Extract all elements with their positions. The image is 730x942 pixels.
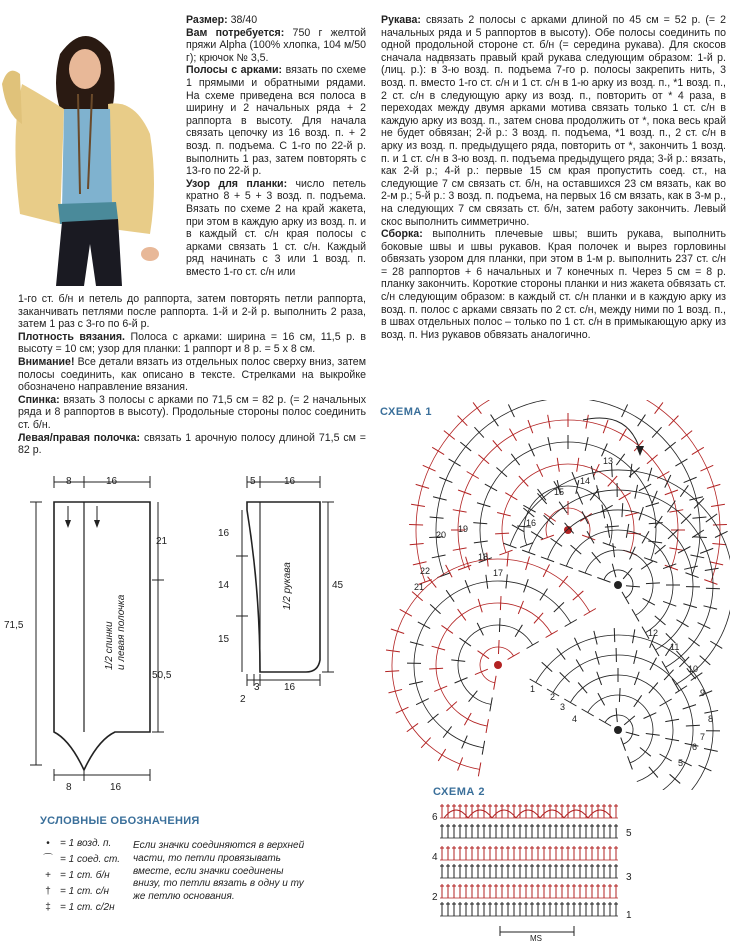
stitch-mark [699, 765, 712, 771]
stitch-mark [655, 616, 666, 625]
pattern-sleeve [210, 470, 370, 710]
chain-icon: • [46, 838, 50, 849]
schema2-title: СХЕМА 2 [433, 786, 485, 798]
row-number: 21 [414, 582, 425, 592]
row-number: 2 [550, 692, 556, 702]
stitch-mark [712, 543, 726, 544]
front-label: Левая/правая полочка: [18, 431, 141, 444]
fan-center [614, 581, 622, 589]
stitch-mark [505, 493, 517, 500]
stitch-mark [670, 774, 681, 783]
model-photo-illustration [0, 14, 178, 286]
row-number-right: 1 [626, 910, 632, 921]
stitch-mark [652, 491, 657, 504]
stitch-mark [485, 484, 497, 491]
stitch-mark [642, 531, 649, 543]
stitch-mark [571, 545, 582, 554]
stitch-mark [528, 420, 533, 433]
stitch-mark [622, 503, 623, 517]
stitch-mark [644, 713, 657, 719]
row-number: 11 [670, 642, 680, 652]
stitch-mark [391, 629, 404, 633]
stitch-mark [665, 490, 678, 495]
stitch-mark [423, 465, 436, 471]
row-number: 8 [708, 714, 714, 724]
stitch-mark [477, 623, 483, 636]
schema1-diagram [378, 400, 730, 790]
row-number: 19 [458, 524, 469, 534]
stitch-arc [414, 581, 571, 748]
stitch-mark [537, 464, 543, 477]
pattern-back-front [0, 470, 200, 800]
slip-stitch-icon: ⌒ [43, 854, 53, 865]
stitch-mark [700, 465, 713, 471]
p2-left-2: 14 [218, 580, 230, 591]
stitch-mark [458, 757, 463, 770]
legend-item: ‡ = 1 ст. с/2н [40, 900, 120, 916]
need-label: Вам потребуется: [186, 26, 285, 39]
stitch-mark [511, 454, 519, 465]
stitch-mark [593, 464, 599, 477]
stitch-mark [692, 517, 706, 518]
stitch-mark [605, 526, 619, 527]
stitch-mark [680, 485, 688, 496]
row-number: 1 [530, 684, 536, 694]
stitch-mark [524, 579, 529, 592]
row-number-right: 3 [626, 872, 632, 883]
stitch-mark [559, 502, 567, 513]
stitch-mark [508, 653, 520, 660]
p1-label-1: 1/2 спинки [104, 621, 115, 670]
stitch-mark [430, 517, 444, 518]
row-number-right: 5 [626, 828, 632, 839]
stitch-mark [459, 638, 470, 646]
stitch-mark [428, 577, 437, 588]
stitch-mark [626, 586, 640, 587]
row-number: 17 [493, 568, 504, 578]
row-number: 4 [572, 714, 578, 724]
stitch-mark [396, 707, 409, 713]
stitch-mark [598, 693, 605, 705]
p1-top-right: 16 [106, 476, 118, 487]
stitch-mark [603, 420, 608, 433]
row-number: 5 [678, 758, 684, 768]
stitch-mark [564, 699, 576, 706]
stitch-mark [599, 719, 611, 726]
stitch-mark [418, 622, 430, 629]
back-label: Спинка: [18, 393, 60, 406]
band-label: Узор для планки: [186, 177, 288, 190]
stitch-mark [449, 459, 461, 466]
assembly-label: Сборка: [381, 228, 423, 241]
attention-text: Все детали вязать из отдельных полос сверху вниз, затем полосы соединить, как описано в тексте. Стрелками на выкройке обозначено направление вязания. [18, 355, 366, 394]
stitch-mark [446, 565, 452, 577]
stitch-mark [557, 648, 565, 659]
need-value: 750 г желтой пряжи Alpha (100% хлопка, 104 м/50 г); крючок № 3,5. [186, 26, 367, 64]
stitch-mark [491, 415, 499, 427]
stitch-mark [692, 447, 704, 454]
p1-left-total: 71,5 [4, 620, 24, 631]
stitch-mark [652, 427, 661, 437]
stitch-mark [540, 589, 548, 601]
stitch-mark [622, 404, 628, 417]
treble-crochet-icon: ‡ [45, 902, 51, 913]
p2-right: 45 [332, 580, 344, 591]
stitch-mark [667, 501, 675, 513]
stitch-mark [455, 678, 468, 683]
stitch-mark [551, 538, 563, 546]
stitch-mark [643, 598, 655, 605]
double-crochet-icon: † [45, 886, 51, 897]
stripes-label: Полосы с арками: [186, 64, 283, 77]
p2-left-1: 16 [218, 528, 230, 539]
stitch-mark [572, 472, 577, 485]
stitch-mark [443, 726, 451, 737]
single-crochet-icon: + [45, 870, 51, 881]
schema1-title: СХЕМА 1 [380, 406, 432, 418]
stitch-mark [614, 628, 615, 642]
stitch-mark [634, 695, 642, 707]
stitch-mark [438, 749, 445, 761]
p2-bottom-mid: 2 [240, 694, 246, 705]
stripes-text: вязать по схеме 1 прямыми и обратными рядами. На схеме приведена вся полоса в ширину и 2 начальных ряда + 2 раппорта в высоту. Для начала связать цепочку из 16 возд. п. + 2 возд. п. подъема. С 1-го по 22-й р. выполнить 1 раз, затем повторять с 13-го по 22-й р. [186, 64, 366, 178]
stitch-mark [510, 429, 517, 441]
stitch-mark [506, 574, 507, 588]
model-photo [0, 14, 178, 286]
stitch-mark [430, 604, 440, 613]
stitch-mark [458, 490, 471, 495]
p1-right-bottom: 50,5 [152, 670, 172, 681]
p2-bottom-left: 3 [254, 682, 260, 693]
stitch-mark [602, 444, 608, 457]
stitch-mark [652, 644, 659, 656]
stitch-mark [663, 601, 676, 606]
stitch-mark [584, 609, 596, 616]
stitch-mark [464, 713, 471, 725]
stitch-mark [407, 723, 418, 731]
stitch-mark [644, 558, 657, 563]
stitch-mark [574, 638, 580, 651]
stitch-mark [465, 580, 470, 593]
stitch-mark [688, 638, 699, 646]
stitch-mark [439, 477, 452, 482]
stitch-mark [474, 427, 483, 437]
density-label: Плотность вязания. [18, 330, 125, 343]
p2-label: 1/2 рукава [282, 562, 293, 610]
stitch-mark [620, 429, 627, 441]
stitch-mark [576, 659, 583, 671]
p2-top-right: 16 [284, 476, 296, 487]
stitch-mark [619, 493, 631, 500]
stitch-mark [467, 472, 479, 479]
stitch-mark [649, 683, 658, 694]
stitch-mark [616, 454, 624, 465]
stitch-mark [655, 402, 663, 413]
sleeves-text: связать 2 полосы с арками длиной по 45 см = 52 р. (= 2 начальных ряда и 5 раппортов в высоту). Обе полосы соединить по одной продольной стороне ст. б/н (= середина рукава). Для скосов сначала надвязать правый край рукава следующим образом: 1-й р. (лиц. р.): в 3-ю возд. п. подъема 7-го р. полосы закрепить нить, 3 возд. п. вместо 1-го ст. с/н и 1 ст. с/н в 1-ю арку из возд. п., *1 возд. п., 2 ст. с/н в следующую арку из возд. п., повторить от * 4 раза, в переходах между двумя арками мотива связать только 1 ст. с/н в каждую арку из возд. п., затем снова продолжить от *, пока весь край не будет обвязан; 2-й р.: 3 возд. п. подъема, *1 возд. п., 2 ст. с/н в арку из возд. п. предыдущего ряда, повторить от *, закончить 1 возд. п. и 1 ст. с/н в 3-ю возд. п. подъема предыдущего ряда; 3-й р.: вязать, как 2-й р.; 4-й р.: первые 15 см края пропустить соед. ст., на следующие 7 см связать ст. б/н, на оставшихся 23 см вязать, как во 2-м р.; 5-й р.: 3 возд. п. подъема, на первых 16 см вязать, как в 3-м р., на следующих 7 см связать ст. б/н, затем работу закончить. Левый скос выполнить симметрично. [381, 14, 727, 228]
direction-arrow-head [636, 446, 644, 456]
stitch-mark [582, 511, 588, 524]
stitch-mark [597, 672, 602, 685]
stitch-mark [531, 532, 543, 539]
stitch-mark [621, 738, 626, 751]
legend-note: Если значки соединяются в верхней части, то петли провязывать вместе, если значки соединены внизу, то петли вязать в одну и ту же петлю основания. [133, 840, 305, 903]
legend-list [40, 836, 120, 916]
legend-item: • = 1 возд. п. [40, 836, 120, 852]
stitch-mark [578, 683, 587, 694]
stitch-mark [534, 613, 543, 624]
stitch-mark [700, 548, 713, 553]
stitch-mark [462, 736, 468, 749]
schema2-diagram [430, 800, 700, 942]
stitch-mark [684, 477, 697, 482]
stitch-mark [515, 625, 522, 637]
stitch-mark [639, 507, 643, 520]
stitch-mark [603, 543, 616, 548]
stitch-mark [416, 699, 429, 705]
row-number: 10 [688, 664, 699, 674]
stitch-mark [529, 444, 535, 457]
stitch-mark [665, 475, 671, 488]
legend-item: + = 1 ст. б/н [40, 868, 120, 884]
stitch-mark [634, 672, 639, 685]
stitch-mark [641, 561, 653, 569]
p1-top-left: 8 [66, 476, 72, 487]
stitch-mark [543, 564, 549, 576]
row-number-left: 4 [432, 852, 438, 863]
stitch-mark [444, 431, 455, 440]
stitch-mark [706, 514, 717, 522]
size-value: 38/40 [230, 14, 258, 26]
stitch-mark [503, 543, 516, 548]
stitch-mark [493, 440, 502, 451]
p1-label-2: и левая полочка [116, 594, 127, 670]
stitch-mark [655, 545, 666, 554]
stitch-mark [582, 709, 594, 716]
stitch-mark [649, 767, 658, 778]
sleeves-label: Рукава: [381, 14, 421, 26]
stitch-mark [496, 468, 507, 477]
right-text [381, 14, 726, 341]
stitch-mark [432, 447, 444, 454]
stitch-mark [400, 609, 412, 616]
stitch-mark [429, 668, 443, 669]
stitch-mark [508, 404, 514, 417]
fan-center [614, 726, 622, 734]
stitch-mark [700, 656, 711, 665]
stitch-mark [495, 533, 509, 534]
row-number: 12 [648, 628, 659, 638]
row-number: 20 [436, 530, 447, 540]
stitch-mark [500, 596, 501, 610]
stitch-mark [473, 523, 487, 524]
stitch-mark [676, 620, 688, 627]
stitch-mark [441, 625, 452, 633]
stitch-mark [385, 671, 399, 672]
stitch-arc [536, 635, 713, 790]
stitch-mark [410, 543, 424, 544]
row-number: 13 [603, 456, 614, 466]
row-number: 7 [700, 732, 706, 742]
stitch-mark [458, 609, 466, 620]
size-label: Размер: [186, 14, 228, 26]
stitch-mark [663, 564, 676, 569]
stitch-mark [632, 609, 639, 621]
p2-bottom-right: 16 [284, 682, 296, 693]
stitch-arc [529, 490, 713, 667]
stitch-mark [478, 651, 489, 659]
stitch-mark [527, 642, 539, 649]
p1-bottom-right: 16 [110, 782, 122, 793]
stitch-mark [469, 691, 478, 702]
legend-title: УСЛОВНЫЕ ОБОЗНАЧЕНИЯ [40, 815, 200, 827]
stitch-mark [706, 588, 720, 589]
stitch-mark [715, 531, 728, 537]
stitch-mark [473, 402, 481, 413]
stitch-mark [460, 442, 471, 451]
stitch-mark [478, 455, 489, 464]
p1-bottom-left: 8 [66, 782, 72, 793]
stitch-mark [541, 557, 554, 562]
stitch-mark [565, 620, 577, 627]
stitch-mark [660, 754, 672, 761]
band-text-b: 1-го ст. б/н и петель до раппорта, затем повторять петли раппорта, заканчивать петлями после раппорта. 1-й и 2-й р. выполнить 2 раза, затем 1 раз с 3-го по 6-й р. [18, 293, 366, 331]
stitch-mark [704, 580, 717, 585]
stitch-mark [665, 442, 676, 451]
stitch-mark [522, 550, 535, 555]
row-number-left: 6 [432, 812, 438, 823]
row-number-left: 2 [432, 892, 438, 903]
stitch-mark [590, 489, 598, 500]
row-number: 14 [580, 476, 591, 486]
stitch-mark [640, 747, 651, 756]
stitch-mark [592, 552, 601, 563]
stitch-mark [698, 623, 711, 629]
stitch-mark [646, 583, 660, 584]
stitch-mark [628, 756, 633, 769]
stitch-mark [475, 669, 488, 674]
stitch-mark [597, 577, 610, 582]
stitch-mark [710, 641, 722, 648]
row-number: 15 [554, 487, 565, 497]
legend-item: ⌒ = 1 соед. ст. [40, 852, 120, 868]
stitch-mark [650, 658, 657, 670]
stitch-mark [499, 550, 512, 555]
stitch-mark [542, 662, 552, 671]
legend-item: † = 1 ст. с/н [40, 884, 120, 900]
stitch-mark [573, 591, 584, 600]
stitch-mark [428, 714, 439, 723]
left-text [18, 293, 366, 457]
stitch-mark [560, 564, 573, 569]
stitch-mark [499, 618, 500, 632]
row-number: 9 [700, 688, 706, 698]
stitch-mark [681, 431, 692, 440]
stitch-mark [639, 484, 651, 491]
row-number: 3 [560, 702, 566, 712]
row-number: 16 [526, 518, 537, 528]
stitch-mark [577, 492, 583, 505]
stitch-mark [434, 686, 447, 691]
stitch-mark [579, 571, 592, 576]
stitch-mark [675, 459, 687, 466]
stitch-mark [616, 708, 617, 722]
intro-text [186, 14, 366, 278]
repeat-label: МS [530, 934, 542, 942]
stitch-mark [622, 592, 629, 604]
attention-label: Внимание! [18, 355, 75, 368]
stitch-mark [507, 552, 508, 566]
row-number: 18 [478, 552, 489, 562]
stitch-mark [412, 592, 423, 601]
stitch-mark [686, 725, 700, 726]
p2-top-left: 5 [250, 476, 256, 487]
assembly-text: выполнить плечевые швы; вшить рукава, выполнить боковые швы и швы рукавов. Края полочек и вырез горловины обвязать узором для планки, при этом в 1-м р. выполнить 237 ст. с/н = 28 раппортов + 6 начальных и 7 конечных п. Через 5 см = 8 р. планку закончить. Короткие стороны планки и низ жакета обвязать ст. с/н следующим образом: в каждый ст. с/н планки и в каждую арку из возд. п. полос с арками связать по 2 ст. с/н, между ними по 1 возд. п., в швах отдельных полос – только по 1 ст. с/н в примыкающую арку из возд. п. Низ рукавов обвязать аналогично. [381, 228, 726, 341]
row-number: 22 [420, 566, 431, 576]
stitch-mark [619, 688, 620, 702]
stitch-mark [546, 631, 558, 638]
stitch-mark [498, 640, 499, 654]
stitch-mark [446, 590, 454, 602]
density-text: Полоса с арками: ширина = 16 см, 11,5 р. в высоту = 10 см; узор для планки: 1 раппорт и 8 р. = 5 х 8 см. [18, 330, 366, 356]
stitch-arc [436, 603, 552, 726]
stitch-mark [638, 415, 646, 427]
row-number: 6 [692, 742, 698, 752]
p2-left-3: 15 [218, 634, 230, 645]
stitch-mark [692, 530, 704, 538]
front-text: связать 1 арочную полосу длиной 71,5 см = 82 р. [18, 431, 366, 457]
stitch-mark [647, 455, 658, 464]
stitch-mark [559, 576, 568, 587]
stitch-mark [683, 705, 696, 709]
band-text-a: число петель кратно 8 + 5 + 3 возд. п. подъема. Вязать по схеме 2 на край жакета, при этом в каждую арку из возд. п. и в каждый ст. с/н края полосы с арками связать 1 ст. с/н. Каждый ряд начинать с 3 или 1 возд. п. вместо 1-го ст. с/н или [186, 177, 366, 278]
stitch-mark [518, 601, 523, 614]
fan-center [494, 661, 502, 669]
stitch-mark [660, 699, 672, 706]
back-text: вязать 3 полосы с арками по 71,5 см = 82 р. (= 2 начальных ряда и 8 раппортов в высоту). Продольные стороны полос соединить ст. б/н. [18, 393, 366, 431]
p1-right-top: 21 [156, 536, 168, 547]
